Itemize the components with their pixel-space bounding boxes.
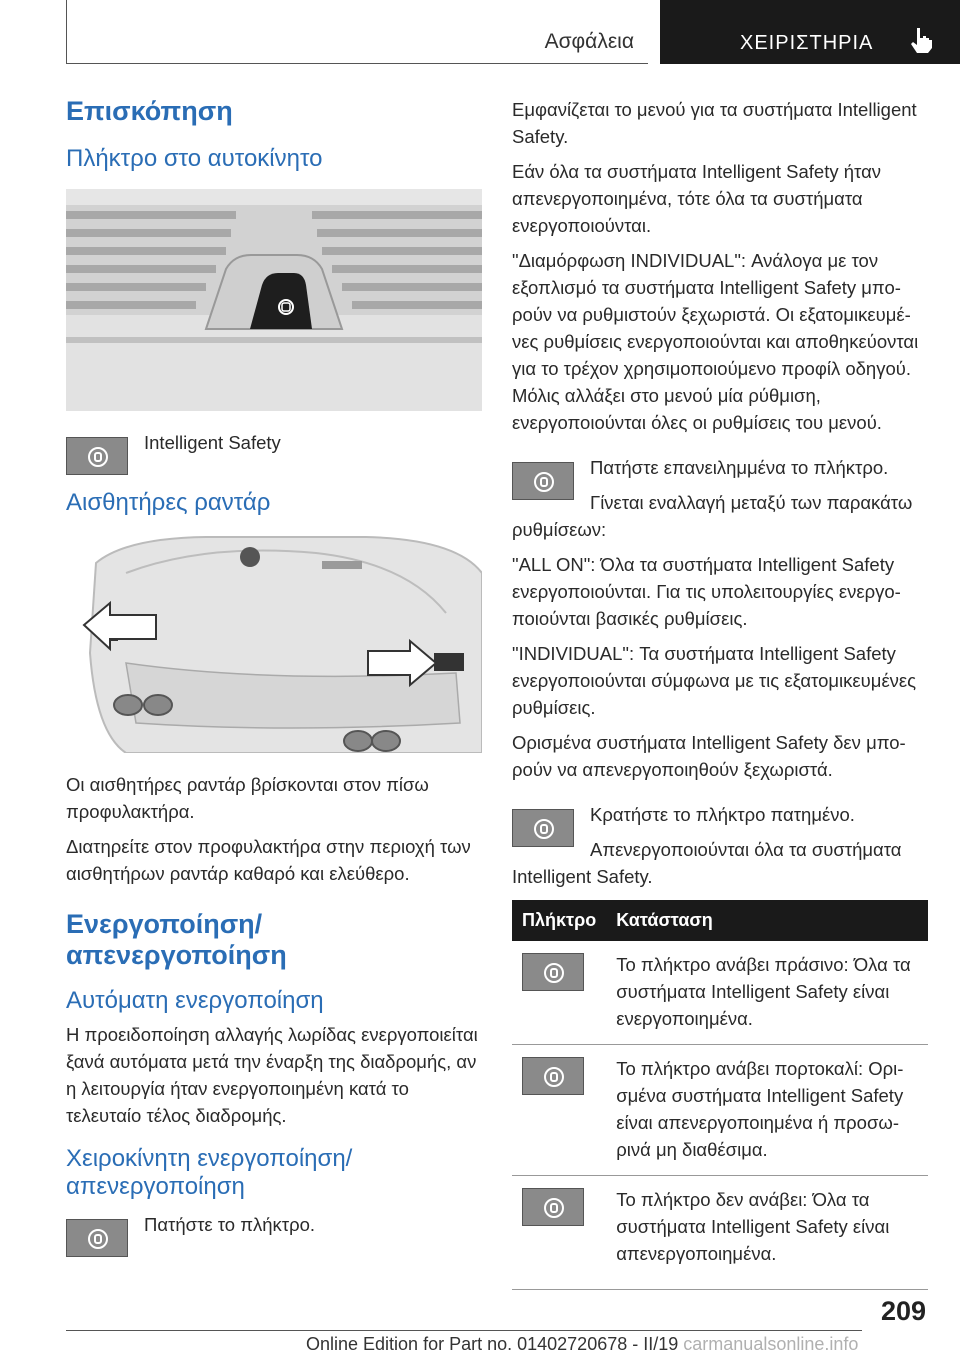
figure-grille-button [66,189,482,411]
radar-clean-text: Διατηρείτε στον προφυλακτήρα στην περιοχή των αισθητήρων ραντάρ καθαρό και ελεύθερο. [66,836,471,884]
key-status-table [512,900,928,1290]
auto-activation-text: Η προειδοποίηση αλλαγής λωρίδας ενεργοποιείται ξανά αυτόματα μετά την έναρξη της διαδρομής, αν η λειτουργία ήταν ενεργοποιημένη κατά το τελευταίο τέλος διαδρομής. [66,1024,478,1126]
not-separately-text: Ορισμένα συστήματα Intelligent Safety δεν μπορούν να απενεργοποιηθούν ξεχωριστά. [512,732,906,780]
menu-shown-text: Εμφανίζεται το μενού για τα συστήματα Intelligent Safety. [512,99,917,147]
individual-text: "INDIVIDUAL": Τα συστήματα Intelligent Safety ενεργοποιούνται σύμφωνα με τις εξατομικευμένες ρυθμίσεις. [512,643,917,718]
press-key-text: Πατήστε το πλήκτρο. [144,1214,316,1235]
subheading-auto-activation: Αυτόματη ενεργοποίηση [66,987,324,1014]
table-row [512,1176,928,1290]
page-title: Επισκόπηση [66,96,233,126]
all-deactivated-text: Απενεργοποιούνται όλα τα συστήματα Intelligent Safety. [512,839,902,887]
section-heading-key-in-car: Πλήκτρο στο αυτοκίνητο [66,145,323,172]
table-row [512,941,928,1045]
table-cell-status: Το πλήκτρο ανάβει πορτοκαλί: Ορισμένα συστήματα Intelligent Safety είναι απενεργοποιημένα ή προσωρινά μη διαθέσιμα. [606,1045,928,1176]
footer-text [306,1334,858,1355]
section-heading-radar-sensors: Αισθητήρες ραντάρ [66,489,271,516]
intelligent-safety-key-icon [66,1219,128,1257]
all-on-text: "ALL ON": Όλα τα συστήματα Intelligent Safety ενεργοποιούνται. Για τις υπολειτουργίες ενεργοποιούνται βασικές ρυθμίσεις. [512,554,901,629]
footer-watermark: carmanualsonline.info [683,1334,859,1354]
intelligent-safety-key-icon [66,437,128,475]
header-chapter-title: ΧΕΙΡΙΣΤΗΡΙΑ [740,32,874,54]
subheading-manual-activation: Χειροκίνητη ενεργοποίηση/ απενεργοποίηση [66,1145,353,1200]
header-chapter-tab [660,0,960,64]
section-heading-activation: Ενεργοποίηση/απενεργοποίηση [66,909,287,970]
intelligent-safety-key-icon [522,953,584,991]
table-header-key: Πλήκτρο [512,900,606,941]
intelligent-safety-key-icon [512,809,574,847]
rear-bumper-illustration [66,533,482,753]
radar-location-text: Οι αισθητήρες ραντάρ βρίσκονται στον πίσω προφυλακτήρα. [66,774,429,822]
footer-divider [66,1330,862,1331]
key-row-press [66,1211,482,1257]
intelligent-safety-key-icon [512,462,574,500]
right-column [512,96,928,1290]
hand-pointer-icon [908,26,934,54]
intelligent-safety-key-icon [522,1188,584,1226]
key-row-repeat [512,454,928,543]
left-column [66,96,482,1269]
table-row [512,1045,928,1176]
figure-rear-bumper [66,533,482,753]
key-row-intelligent-safety [66,429,482,475]
table-header-status: Κατάσταση [606,900,928,941]
all-activated-text: Εάν όλα τα συστήματα Intelligent Safety ήταν απενεργοποιημένα, τότε όλα τα συστήματα ενεργοποιούνται. [512,161,882,236]
table-header-row [512,900,928,941]
grille-illustration [66,189,482,411]
header-section-title: Ασφάλεια [544,30,634,53]
table-cell-status: Το πλήκτρο δεν ανάβει: Όλα τα συστήματα Intelligent Safety είναι απενεργοποιημένα. [606,1176,928,1290]
page-number: 209 [880,1296,926,1326]
footer-edition: Online Edition for Part no. 01402720678 - II/19 [306,1334,679,1354]
table-cell-status: Το πλήκτρο ανάβει πράσινο: Όλα τα συστήματα Intelligent Safety είναι ενεργοποιημένα. [606,941,928,1045]
intelligent-safety-key-icon [522,1057,584,1095]
individual-config-text: "Διαμόρφωση INDIVIDUAL": Ανάλογα με τον εξοπλισμό τα συστήματα Intelligent Safety μπορούν να ρυθμιστούν ξεχωριστά. Οι εξατομικευμένες ρυθμίσεις ενεργοποιούνται και αποθηκεύονται για το τρέχον χρησιμοποιούμενο προφίλ οδηγού. Μόλις αλλάξει στο μενού μία ρύθμιση, ενεργοποιούνται όλες οι ρυθμίσεις του μενού. [512,250,919,433]
hold-key-text: Κρατήστε το πλήκτρο πατημένο. [590,804,855,825]
key-label: Intelligent Safety [144,432,281,453]
toggle-settings-text: Γίνεται εναλλαγή μεταξύ των παρακάτω ρυθμίσεων: [512,492,913,540]
key-row-hold [512,801,928,890]
press-repeatedly-text: Πατήστε επανειλημμένα το πλήκτρο. [590,457,889,478]
